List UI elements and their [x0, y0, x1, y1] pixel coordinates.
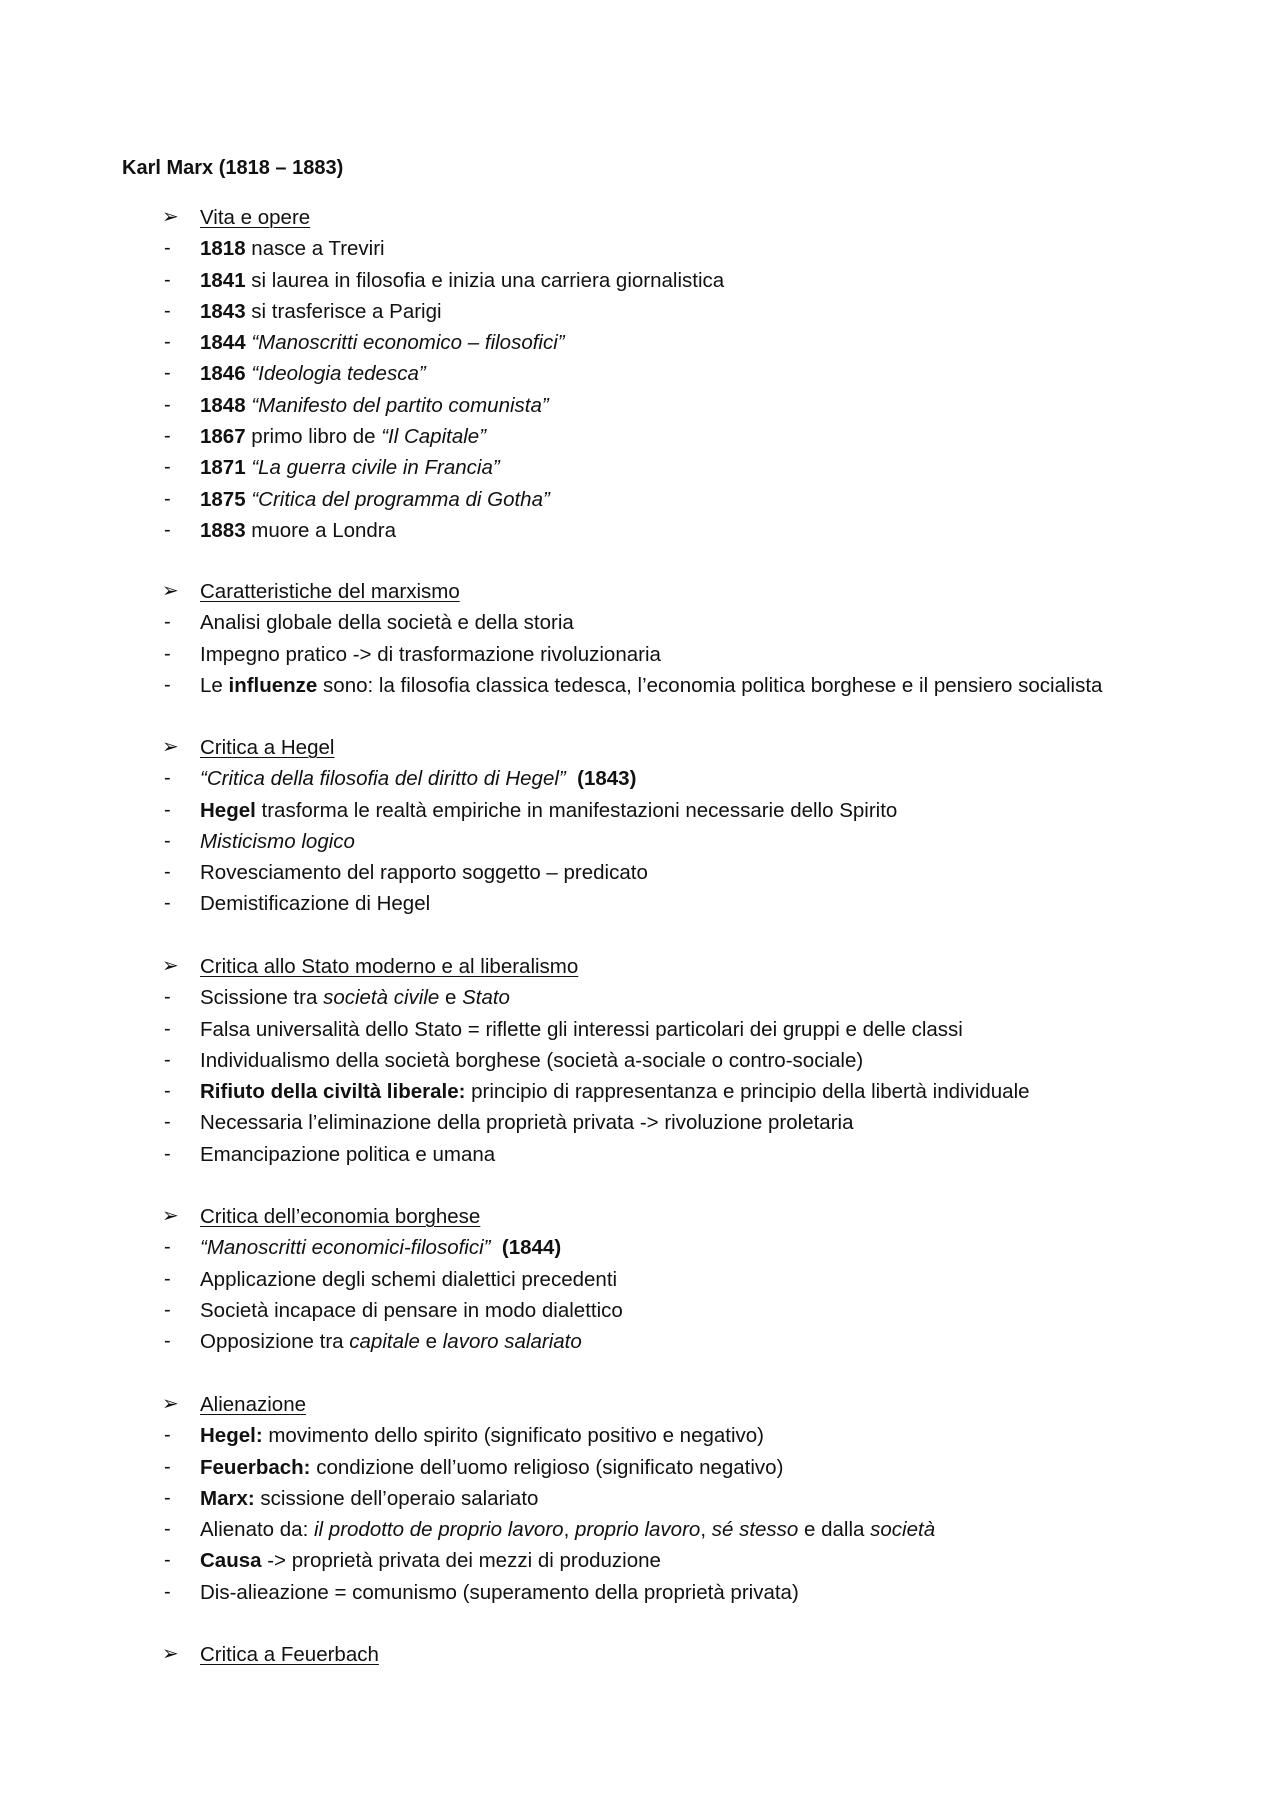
- list-item-text: [200, 888, 430, 919]
- text-run: Individualismo della società borghese (società a-sociale o contro-sociale): [200, 1048, 864, 1072]
- section-heading-text: Critica a Hegel: [200, 736, 335, 759]
- list-item-text: [200, 484, 550, 515]
- section-critica-feuerbach: [0, 1639, 1280, 1670]
- text-run: 1883: [200, 518, 246, 542]
- text-run: trasforma le realtà empiriche in manifestazioni necessarie dello Spirito: [255, 798, 898, 822]
- list-item: [0, 1545, 1280, 1576]
- text-run: capitale: [349, 1330, 420, 1354]
- text-run: sé stesso: [711, 1518, 799, 1542]
- list-item-text: [200, 1014, 963, 1045]
- list-item: [0, 1139, 1280, 1170]
- dash-bullet: -: [164, 673, 171, 696]
- dash-bullet: -: [164, 986, 171, 1009]
- dash-bullet: -: [164, 1518, 171, 1541]
- arrow-bullet-icon: ➢: [162, 955, 179, 977]
- section-heading-text: Critica a Feuerbach: [200, 1643, 379, 1666]
- text-run: Opposizione tra: [200, 1330, 350, 1354]
- list-item: [0, 233, 1280, 264]
- list-item: [0, 390, 1280, 421]
- arrow-bullet-icon: ➢: [162, 736, 179, 758]
- list-item-text: [200, 670, 1102, 701]
- text-run: Alienato da:: [200, 1518, 314, 1542]
- list-item: [0, 1107, 1280, 1138]
- text-run: e: [439, 986, 463, 1010]
- text-run: proprio lavoro: [574, 1518, 701, 1542]
- dash-bullet: -: [164, 767, 171, 790]
- list-item-text: [200, 421, 486, 452]
- section-critica-hegel: [0, 732, 1280, 920]
- text-run: ,: [700, 1518, 712, 1542]
- arrow-bullet-icon: ➢: [162, 1205, 179, 1227]
- list-item: [0, 1295, 1280, 1326]
- dash-bullet: -: [164, 456, 171, 479]
- list-item: [0, 1264, 1280, 1295]
- section-heading: [0, 1201, 1280, 1232]
- text-run: (1844): [501, 1236, 562, 1260]
- text-run: 1867: [200, 425, 246, 449]
- section-heading: [0, 1639, 1280, 1670]
- text-run: (1843): [577, 767, 637, 791]
- section-heading: [0, 1389, 1280, 1420]
- list-item: [0, 484, 1280, 515]
- text-run: Stato: [462, 986, 510, 1010]
- list-item-text: [200, 1076, 1030, 1107]
- dash-bullet: -: [164, 487, 171, 510]
- list-item-text: [200, 452, 500, 483]
- dash-bullet: -: [164, 1424, 171, 1447]
- text-run: lavoro salariato: [442, 1330, 582, 1354]
- text-run: Hegel:: [200, 1424, 263, 1448]
- list-item: [0, 888, 1280, 919]
- list-item-text: [200, 607, 574, 638]
- list-item: [0, 1577, 1280, 1608]
- dash-bullet: -: [164, 1048, 171, 1071]
- arrow-bullet-icon: ➢: [162, 580, 179, 602]
- text-run: “Critica del programma di Gotha”: [251, 487, 550, 511]
- list-item-text: [200, 857, 648, 888]
- list-item: [0, 452, 1280, 483]
- text-run: nasce a Treviri: [245, 237, 385, 261]
- dash-bullet: -: [164, 1455, 171, 1478]
- text-run: 1875: [200, 487, 246, 511]
- text-run: Falsa universalità dello Stato = riflette gli interessi particolari dei gruppi e delle classi: [200, 1017, 963, 1041]
- list-item: [0, 358, 1280, 389]
- page-title: Karl Marx (1818 – 1883): [122, 157, 344, 179]
- list-item-text: [200, 1452, 783, 1483]
- text-run: Hegel: [200, 798, 256, 822]
- text-run: principio di rappresentanza e principio della libertà individuale: [465, 1080, 1030, 1104]
- section-heading: [0, 951, 1280, 982]
- dash-bullet: -: [164, 1080, 171, 1103]
- text-run: “Manoscritti economico – filosofici”: [251, 331, 565, 355]
- list-item: [0, 826, 1280, 857]
- text-run: Misticismo logico: [200, 829, 355, 853]
- text-run: e: [419, 1330, 443, 1354]
- text-run: “Manoscritti economici-filosofici”: [200, 1236, 491, 1260]
- text-run: influenze: [228, 673, 318, 697]
- text-run: 1818: [200, 237, 246, 261]
- list-item-text: [200, 265, 724, 296]
- list-item-text: [200, 1139, 495, 1170]
- arrow-bullet-icon: ➢: [162, 1643, 179, 1665]
- list-item-text: [200, 639, 661, 670]
- dash-bullet: -: [164, 362, 171, 385]
- list-item-text: [200, 1326, 582, 1357]
- list-item-text: [200, 982, 510, 1013]
- text-run: -> proprietà privata dei mezzi di produzione: [261, 1549, 661, 1573]
- list-item-text: [200, 1264, 617, 1295]
- text-run: condizione dell’uomo religioso (significato negativo): [310, 1455, 784, 1479]
- list-item-text: [200, 1232, 561, 1263]
- list-item-text: [200, 1577, 799, 1608]
- list-item: [0, 421, 1280, 452]
- list-item-text: [200, 327, 565, 358]
- text-run: sono: la filosofia classica tedesca, l’economia politica borghese e il pensiero socialista: [317, 673, 1103, 697]
- text-run: “Ideologia tedesca”: [251, 362, 426, 386]
- section-critica-stato-moderno: [0, 951, 1280, 1170]
- text-run: il prodotto de proprio lavoro: [313, 1518, 564, 1542]
- list-item: [0, 763, 1280, 794]
- text-run: ,: [563, 1518, 575, 1542]
- dash-bullet: -: [164, 1549, 171, 1572]
- text-run: “Il Capitale”: [381, 425, 487, 449]
- text-run: Causa: [200, 1549, 262, 1573]
- text-run: Feuerbach:: [200, 1455, 311, 1479]
- text-run: società civile: [323, 986, 440, 1010]
- list-item: [0, 670, 1280, 701]
- dash-bullet: -: [164, 892, 171, 915]
- list-item-text: [200, 1545, 661, 1576]
- list-item: [0, 1452, 1280, 1483]
- dash-bullet: -: [164, 829, 171, 852]
- text-run: primo libro de: [245, 425, 382, 449]
- text-run: Applicazione degli schemi dialettici precedenti: [200, 1267, 618, 1291]
- section-heading: [0, 576, 1280, 607]
- arrow-bullet-icon: ➢: [162, 206, 179, 228]
- list-item-text: [200, 763, 636, 794]
- section-critica-economia-borghese: [0, 1201, 1280, 1357]
- dash-bullet: -: [164, 237, 171, 260]
- list-item-text: [200, 296, 442, 327]
- text-run: muore a Londra: [245, 518, 397, 542]
- dash-bullet: -: [164, 1111, 171, 1134]
- section-heading-text: Caratteristiche del marxismo: [200, 580, 460, 603]
- dash-bullet: -: [164, 798, 171, 821]
- text-run: Le: [200, 673, 229, 697]
- text-run: Demistificazione di Hegel: [200, 892, 431, 916]
- text-run: 1848: [200, 393, 246, 417]
- section-caratteristiche-marxismo: [0, 576, 1280, 701]
- text-run: 1846: [200, 362, 246, 386]
- text-run: Emancipazione politica e umana: [200, 1142, 496, 1166]
- section-heading: [0, 202, 1280, 233]
- text-run: “Manifesto del partito comunista”: [251, 393, 549, 417]
- text-run: Marx:: [200, 1486, 255, 1510]
- text-run: Analisi globale della società e della storia: [200, 611, 574, 635]
- text-run: 1841: [200, 268, 246, 292]
- list-item-text: [200, 1420, 764, 1451]
- dash-bullet: -: [164, 1267, 171, 1290]
- text-run: Rovesciamento del rapporto soggetto – predicato: [200, 861, 648, 885]
- list-item: [0, 639, 1280, 670]
- list-item: [0, 1076, 1280, 1107]
- text-run: società: [870, 1518, 936, 1542]
- list-item: [0, 982, 1280, 1013]
- dash-bullet: -: [164, 299, 171, 322]
- list-item-text: [200, 795, 897, 826]
- section-heading-text: Critica dell’economia borghese: [200, 1205, 481, 1228]
- section-alienazione: [0, 1389, 1280, 1608]
- dash-bullet: -: [164, 1486, 171, 1509]
- text-run: movimento dello spirito (significato positivo e negativo): [262, 1424, 765, 1448]
- text-run: e dalla: [798, 1518, 871, 1542]
- list-item: [0, 296, 1280, 327]
- list-item-text: [200, 233, 385, 264]
- dash-bullet: -: [164, 1017, 171, 1040]
- dash-bullet: -: [164, 1236, 171, 1259]
- dash-bullet: -: [164, 642, 171, 665]
- list-item-text: [200, 1483, 538, 1514]
- list-item-text: [200, 1295, 623, 1326]
- dash-bullet: -: [164, 1298, 171, 1321]
- text-run: 1844: [200, 331, 246, 355]
- text-run: Impegno pratico -> di trasformazione rivoluzionaria: [200, 642, 661, 666]
- dash-bullet: -: [164, 425, 171, 448]
- dash-bullet: -: [164, 518, 171, 541]
- list-item: [0, 607, 1280, 638]
- list-item-text: [200, 390, 549, 421]
- list-item: [0, 1232, 1280, 1263]
- section-heading: [0, 732, 1280, 763]
- list-item-text: [200, 1514, 935, 1545]
- dash-bullet: -: [164, 1142, 171, 1165]
- list-item-text: [200, 1107, 853, 1138]
- section-heading-text: Vita e opere: [200, 206, 311, 229]
- text-run: [566, 767, 577, 790]
- text-run: Necessaria l’eliminazione della proprietà privata -> rivoluzione proletaria: [200, 1111, 854, 1135]
- section-vita-e-opere: [0, 202, 1280, 546]
- text-run: si trasferisce a Parigi: [245, 299, 442, 323]
- list-item: [0, 1514, 1280, 1545]
- dash-bullet: -: [164, 331, 171, 354]
- list-item-text: [200, 826, 355, 857]
- dash-bullet: -: [164, 1330, 171, 1353]
- section-heading-text: Alienazione: [200, 1393, 306, 1416]
- list-item-text: [200, 358, 426, 389]
- list-item: [0, 1483, 1280, 1514]
- list-item: [0, 1420, 1280, 1451]
- list-item-text: [200, 1045, 863, 1076]
- arrow-bullet-icon: ➢: [162, 1393, 179, 1415]
- dash-bullet: -: [164, 611, 171, 634]
- list-item: [0, 327, 1280, 358]
- dash-bullet: -: [164, 861, 171, 884]
- list-item: [0, 1326, 1280, 1357]
- text-run: “Critica della filosofia del diritto di Hegel”: [200, 767, 566, 791]
- list-item: [0, 857, 1280, 888]
- text-run: “La guerra civile in Francia”: [251, 456, 500, 480]
- text-run: Rifiuto della civiltà liberale:: [200, 1080, 466, 1104]
- list-item: [0, 515, 1280, 546]
- list-item-text: [200, 515, 396, 546]
- list-item: [0, 265, 1280, 296]
- list-item: [0, 1045, 1280, 1076]
- list-item: [0, 1014, 1280, 1045]
- text-run: Società incapace di pensare in modo dialettico: [200, 1298, 623, 1322]
- section-heading-text: Critica allo Stato moderno e al liberalismo: [200, 955, 579, 978]
- text-run: [490, 1236, 501, 1259]
- dash-bullet: -: [164, 1580, 171, 1603]
- text-run: 1871: [200, 456, 246, 480]
- text-run: Dis-alieazione = comunismo (superamento della proprietà privata): [200, 1580, 799, 1604]
- dash-bullet: -: [164, 268, 171, 291]
- text-run: Scissione tra: [200, 986, 324, 1010]
- list-item: [0, 795, 1280, 826]
- dash-bullet: -: [164, 393, 171, 416]
- text-run: 1843: [200, 299, 246, 323]
- text-run: scissione dell’operaio salariato: [254, 1486, 539, 1510]
- text-run: si laurea in filosofia e inizia una carriera giornalistica: [245, 268, 725, 292]
